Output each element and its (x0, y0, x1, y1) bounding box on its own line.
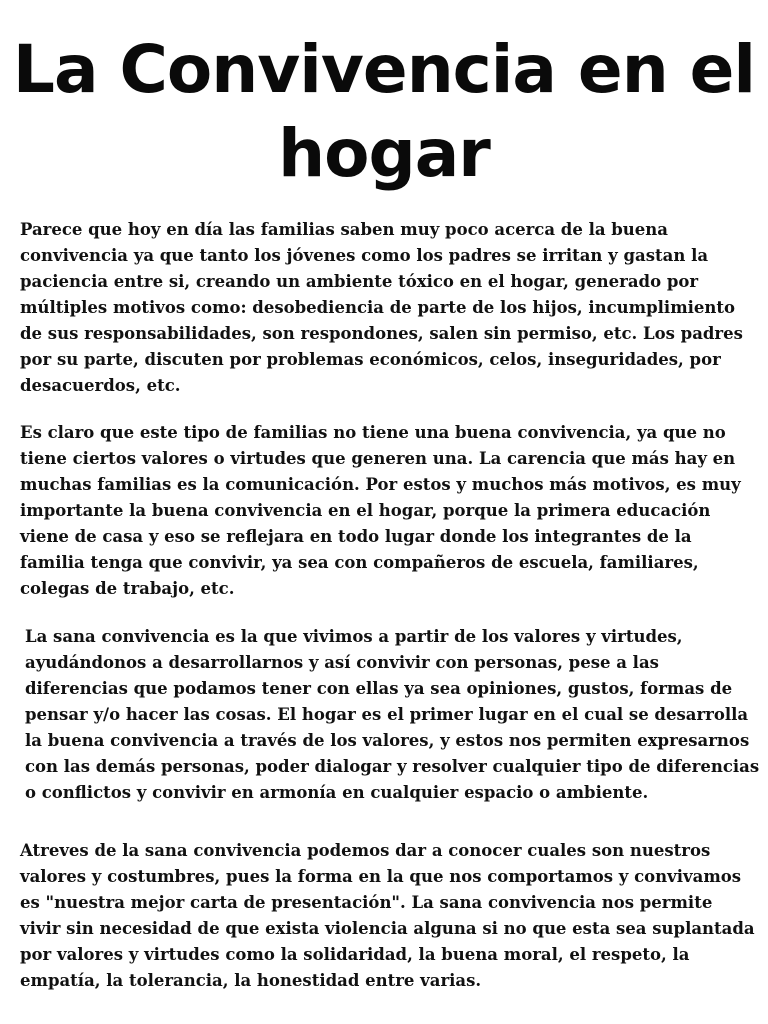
page-title: La Convivencia en el hogar (12, 31, 756, 192)
paragraph-2: Es claro que este tipo de familias no tiene una buena convivencia, ya que no tiene ciertos valores o virtudes que generen una. La carencia que más hay en muchas familias es la comunicación. Por estos y muchos más motivos, es muy importante la buena convivencia en el hogar, porque la primera educación viene de casa y eso se reflejara en todo lugar donde los integrantes de la familia tenga que convivir, ya sea con compañeros de escuela, familiares, colegas de trabajo, etc. (20, 423, 741, 598)
paragraph-4: Atreves de la sana convivencia podemos dar a conocer cuales son nuestros valores y costumbres, pues la forma en la que nos comportamos y convivamos es "nuestra mejor carta de presentación". La sana convivencia nos permite vivir sin necesidad de que exista violencia alguna si no que esta sea suplantada por valores y virtudes como la solidaridad, la buena moral, el respeto, la empatía, la tolerancia, la honestidad entre varias. (20, 841, 755, 990)
paragraph-3: La sana convivencia es la que vivimos a partir de los valores y virtudes, ayudándonos a desarrollarnos y así convivir con personas, pese a las diferencias que podamos tener con ellas ya sea opiniones, gustos, formas de pensar y/o hacer las cosas. El hogar es el primer lugar en el cual se desarrolla la buena convivencia a través de los valores, y estos nos permiten expresarnos con las demás personas, poder dialogar y resolver cualquier tipo de diferencias o conflictos y convivir en armonía en cualquier espacio o ambiente. (25, 627, 760, 802)
paragraph-1: Parece que hoy en día las familias saben muy poco acerca de la buena convivencia ya que tanto los jóvenes como los padres se irritan y gastan la paciencia entre si, creando un ambiente tóxico en el hogar, generado por múltiples motivos como: desobediencia de parte de los hijos, incumplimiento de sus responsabilidades, son respondones, salen sin permiso, etc. Los padres por su parte, discuten por problemas económicos, celos, inseguridades, por desacuerdos, etc. (20, 220, 743, 395)
